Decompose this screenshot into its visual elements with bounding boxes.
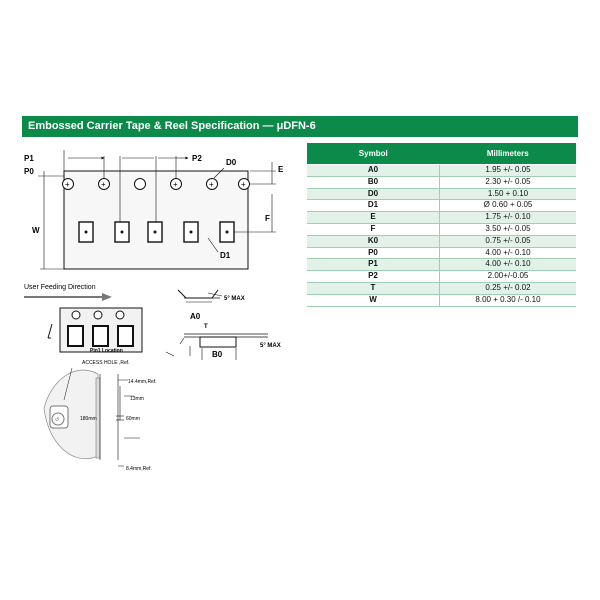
svg-text:+: + xyxy=(65,180,70,189)
svg-text:+: + xyxy=(241,180,246,189)
value-cell: 2.30 +/- 0.05 xyxy=(440,176,577,188)
table-row xyxy=(307,259,576,271)
table-row xyxy=(307,282,576,294)
label-e: E xyxy=(278,165,284,174)
label-p2: P2 xyxy=(192,154,202,163)
value-cell: 2.00+/-0.05 xyxy=(440,271,577,283)
symbol-cell: A0 xyxy=(307,165,440,177)
value-cell: Ø 0.60 + 0.05 xyxy=(440,200,577,212)
tape-side-view xyxy=(48,308,142,354)
value-cell: 4.00 +/- 0.10 xyxy=(440,259,577,271)
value-cell: 4.00 +/- 0.10 xyxy=(440,247,577,259)
symbol-cell: E xyxy=(307,212,440,224)
label-f: F xyxy=(265,214,270,223)
section-banner xyxy=(22,116,578,137)
tape-reel-drawing xyxy=(18,138,300,483)
value-cell: 1.75 +/- 0.10 xyxy=(440,212,577,224)
header-symbol: Symbol xyxy=(307,143,440,165)
value-cell: 8.00 + 0.30 /- 0.10 xyxy=(440,294,577,306)
label-p0: P0 xyxy=(24,167,34,176)
label-a0: A0 xyxy=(190,312,201,321)
reel-drawing xyxy=(44,360,157,472)
symbol-cell: W xyxy=(307,294,440,306)
svg-text:+: + xyxy=(173,180,178,189)
symbol-cell: D1 xyxy=(307,200,440,212)
value-cell: 0.75 +/- 0.05 xyxy=(440,235,577,247)
carrier-tape-top-view xyxy=(38,150,276,269)
symbol-cell: T xyxy=(307,282,440,294)
angle-label-1: 5° MAX xyxy=(224,296,245,302)
symbol-cell: D0 xyxy=(307,188,440,200)
reel-dim-60: 60mm xyxy=(126,416,140,422)
table-row xyxy=(307,223,576,235)
table-row xyxy=(307,200,576,212)
value-cell: 3.50 +/- 0.05 xyxy=(440,223,577,235)
access-hole-label: ACCESS HOLE ,Ref. xyxy=(82,360,130,366)
value-cell: 0.25 +/- 0.02 xyxy=(440,282,577,294)
label-p1: P1 xyxy=(24,154,34,163)
table-row xyxy=(307,294,576,306)
label-d1: D1 xyxy=(220,251,231,260)
header-millimeters: Millimeters xyxy=(440,143,577,165)
label-b0: B0 xyxy=(212,350,223,359)
banner-title: Embossed Carrier Tape & Reel Specification — μDFN-6 xyxy=(28,120,316,132)
table-row xyxy=(307,176,576,188)
cross-section-view xyxy=(166,290,281,360)
symbol-cell: P0 xyxy=(307,247,440,259)
label-t: T xyxy=(204,324,208,330)
spec-table xyxy=(307,143,576,307)
table-row xyxy=(307,235,576,247)
label-w: W xyxy=(32,226,40,235)
reel-dim-84: 8.4mm,Ref. xyxy=(126,466,152,472)
reel-dim-180: 180mm xyxy=(80,416,97,422)
reel-dim-144: 14.4mm,Ref. xyxy=(128,379,157,385)
feeding-direction xyxy=(24,284,112,301)
angle-label-2: 5° MAX xyxy=(260,343,281,349)
table-row xyxy=(307,271,576,283)
symbol-cell: P1 xyxy=(307,259,440,271)
label-d0: D0 xyxy=(226,158,237,167)
value-cell: 1.95 +/- 0.05 xyxy=(440,165,577,177)
svg-text:↺: ↺ xyxy=(55,417,60,423)
symbol-cell: K0 xyxy=(307,235,440,247)
value-cell: 1.50 + 0.10 xyxy=(440,188,577,200)
symbol-cell: P2 xyxy=(307,271,440,283)
symbol-cell: F xyxy=(307,223,440,235)
svg-text:+: + xyxy=(101,180,106,189)
reel-dim-13: 13mm xyxy=(130,396,144,402)
table-row xyxy=(307,212,576,224)
symbol-cell: B0 xyxy=(307,176,440,188)
feeding-direction-label: User Feeding Direction xyxy=(24,284,96,291)
pin1-location-label: Pin1 Location xyxy=(90,348,123,354)
svg-text:+: + xyxy=(209,180,214,189)
table-row xyxy=(307,247,576,259)
table-row xyxy=(307,188,576,200)
table-row xyxy=(307,165,576,177)
